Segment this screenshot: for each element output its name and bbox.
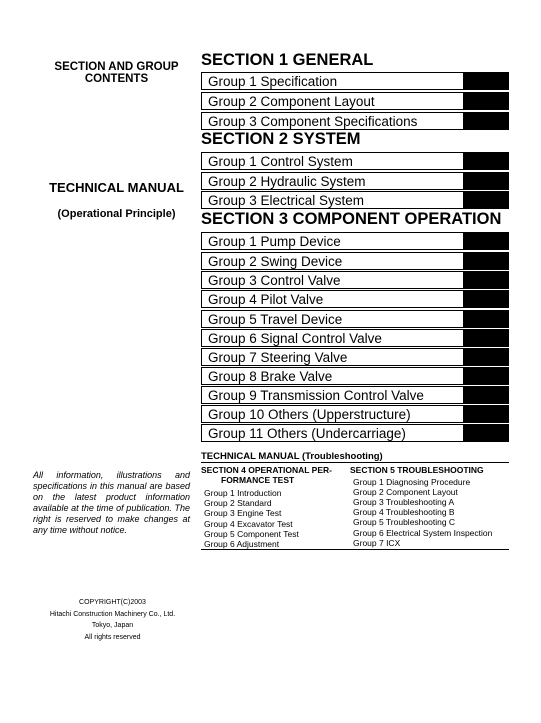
- list-item[interactable]: Group 3 Troubleshooting A: [353, 496, 455, 507]
- list-item[interactable]: Group 1 Diagnosing Procedure: [353, 476, 471, 487]
- list-item[interactable]: Group 7 ICX: [353, 537, 401, 548]
- section-tab-marker: [463, 330, 508, 346]
- section-2-group-2[interactable]: [201, 172, 509, 190]
- section-tab-marker: [463, 73, 508, 89]
- section-tab-marker: [463, 311, 508, 327]
- section-2-group-1[interactable]: [201, 152, 509, 170]
- list-item[interactable]: Group 5 Component Test: [204, 528, 299, 539]
- disclaimer-text: All information, illustrations and specifications in this manual are based on the latest product information available at the time of publication. The right is reserved to make changes at any time without notice.: [33, 470, 190, 535]
- section-tab-marker: [463, 113, 508, 129]
- section-3-group-3[interactable]: [201, 271, 509, 289]
- section-3-group-5[interactable]: [201, 310, 509, 328]
- list-item[interactable]: Group 6 Adjustment: [204, 539, 280, 550]
- operational-principle-subtitle: (Operational Principle): [57, 208, 176, 220]
- section-3-group-9[interactable]: [201, 386, 509, 404]
- section-1-group-1[interactable]: [201, 72, 509, 90]
- section-3-group-6[interactable]: [201, 329, 509, 347]
- section-4-title-line1: SECTION 4 OPERATIONAL PER-: [201, 465, 332, 475]
- section-3-group-7[interactable]: [201, 348, 509, 366]
- section-3-group-11[interactable]: [201, 424, 509, 442]
- contents-heading-line1: SECTION AND GROUP: [54, 61, 179, 73]
- section-4-group-list: [201, 488, 341, 549]
- section-tab-marker: [463, 387, 508, 403]
- group-label: Group 6 Signal Control Valve: [208, 330, 382, 346]
- section-tab-marker: [463, 93, 508, 109]
- section-5-group-list: [350, 477, 510, 548]
- list-item[interactable]: Group 6 Electrical System Inspection: [353, 527, 493, 538]
- group-label: Group 2 Hydraulic System: [208, 173, 366, 189]
- section-tab-marker: [463, 368, 508, 384]
- group-label: Group 1 Specification: [208, 73, 338, 89]
- contents-heading: [40, 61, 193, 85]
- section-4-title: [201, 466, 341, 485]
- group-label: Group 4 Pilot Valve: [208, 291, 324, 307]
- section-1-group-3[interactable]: [201, 112, 509, 130]
- location-line: Tokyo, Japan: [91, 622, 134, 629]
- rights-line: All rights reserved: [84, 633, 141, 641]
- section-tab-marker: [463, 349, 508, 365]
- list-item[interactable]: Group 4 Excavator Test: [204, 518, 293, 529]
- contents-heading-line2: CONTENTS: [84, 73, 149, 85]
- section-3-group-10[interactable]: [201, 405, 509, 423]
- group-label: Group 5 Travel Device: [208, 311, 343, 327]
- section-tab-marker: [463, 173, 508, 189]
- group-label: Group 3 Control Valve: [208, 272, 341, 288]
- section-5-column: [350, 466, 510, 548]
- group-label: Group 8 Brake Valve: [208, 368, 333, 384]
- section-5-title: SECTION 5 TROUBLESHOOTING: [350, 465, 484, 475]
- section-4-title-line2: FORMANCE TEST: [221, 474, 295, 485]
- section-tab-marker: [463, 272, 508, 288]
- list-item[interactable]: Group 2 Component Layout: [353, 486, 458, 497]
- publisher-line: Hitachi Construction Machinery Co., Ltd.: [49, 610, 176, 618]
- section-1-group-2[interactable]: [201, 92, 509, 110]
- list-item[interactable]: Group 2 Standard: [204, 498, 272, 509]
- troubleshooting-heading: TECHNICAL MANUAL (Troubleshooting): [201, 451, 383, 462]
- section-tab-marker: [463, 192, 508, 208]
- section-tab-marker: [463, 233, 508, 249]
- section-tab-marker: [463, 406, 508, 422]
- group-label: Group 2 Component Layout: [208, 93, 375, 109]
- section-3-title: SECTION 3 COMPONENT OPERATION: [201, 210, 502, 228]
- section-4-column: [201, 466, 341, 549]
- group-label: Group 1 Control System: [208, 153, 353, 169]
- group-label: Group 10 Others (Upperstructure): [208, 406, 411, 422]
- section-3-group-2[interactable]: [201, 252, 509, 270]
- troubleshooting-divider: [201, 462, 509, 463]
- list-item[interactable]: Group 3 Engine Test: [204, 508, 282, 519]
- section-3-group-8[interactable]: [201, 367, 509, 385]
- list-item[interactable]: Group 4 Troubleshooting B: [353, 507, 455, 518]
- section-1-title: SECTION 1 GENERAL: [201, 51, 374, 69]
- section-tab-marker: [463, 425, 508, 441]
- group-label: Group 3 Electrical System: [208, 192, 365, 208]
- section-3-group-4[interactable]: [201, 290, 509, 308]
- section-2-title: SECTION 2 SYSTEM: [201, 130, 361, 148]
- copyright-block: [40, 597, 185, 643]
- list-item[interactable]: Group 5 Troubleshooting C: [353, 517, 456, 528]
- group-label: Group 11 Others (Undercarriage): [208, 425, 406, 441]
- technical-manual-title: TECHNICAL MANUAL: [49, 180, 184, 195]
- section-tab-marker: [463, 153, 508, 169]
- section-2-group-3[interactable]: [201, 191, 509, 209]
- copyright-line: COPYRIGHT(C)2003: [79, 599, 146, 606]
- list-item[interactable]: Group 1 Introduction: [204, 488, 282, 498]
- group-label: Group 9 Transmission Control Valve: [208, 387, 424, 403]
- section-tab-marker: [463, 291, 508, 307]
- section-tab-marker: [463, 253, 508, 269]
- troubleshooting-bottom-rule: [201, 549, 509, 550]
- group-label: Group 1 Pump Device: [208, 233, 341, 249]
- group-label: Group 2 Swing Device: [208, 253, 343, 269]
- group-label: Group 3 Component Specifications: [208, 113, 418, 129]
- section-3-group-1[interactable]: [201, 232, 509, 250]
- group-label: Group 7 Steering Valve: [208, 349, 348, 365]
